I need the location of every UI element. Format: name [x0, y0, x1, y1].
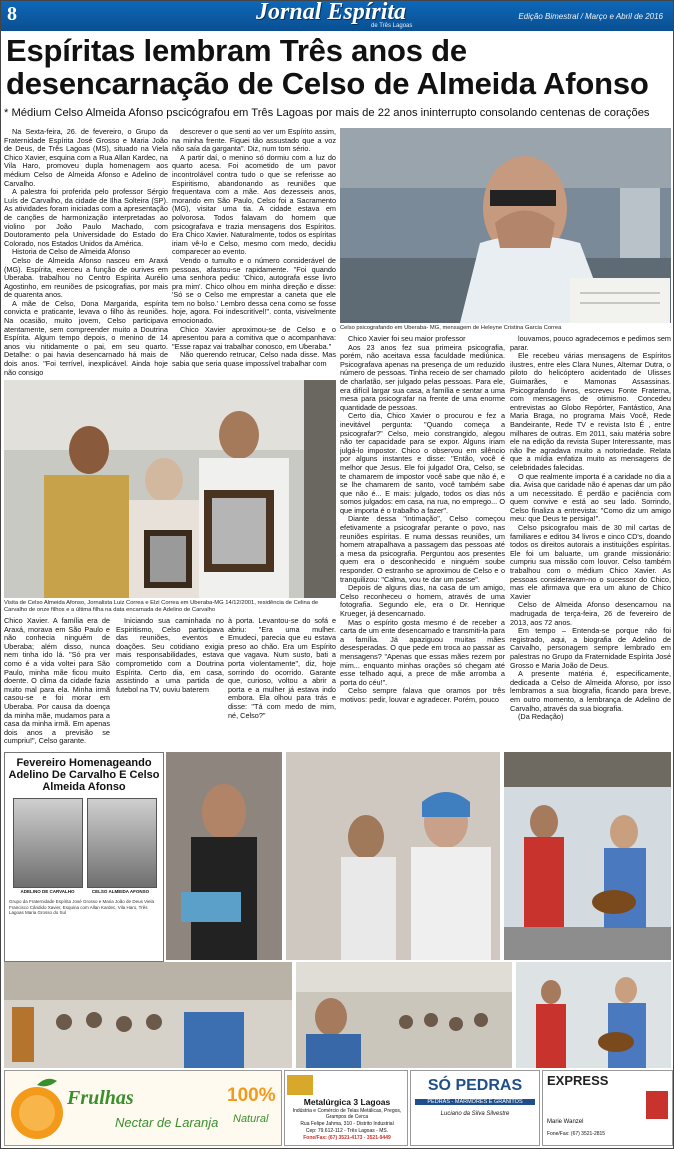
paragraph: Não querendo retrucar, Celso nada disse. Mas sabia que seria quase impossível trabalhar com — [172, 350, 336, 369]
paragraph: louvamos, pouco agradecemos e pedimos sem parar. — [510, 335, 671, 352]
article-col-2 — [172, 128, 336, 378]
photo-caption: Visita de Celso Almeida Afonso, Jornalista Luiz Correa e Elzi Correa em Uberaba-MG 14/12/2001, residência de Celina de Carvalho de onze filhos e a última filha na data encarnada de Adelino de Carvalho — [4, 600, 319, 613]
event-photo-musicians — [516, 962, 671, 1068]
ad-sopedras — [410, 1070, 540, 1146]
edition-date: Edição Bimestral / Março e Abril de 2016 — [518, 12, 663, 21]
celso-portrait — [87, 798, 157, 888]
paragraph: Diante dessa "intimação", Celso começou efetivamente a psicografar perante o povo, nas reuniões espíritas. E numa dessas reuniões, um homem atrapalhava a passagem das pessoas até a mesa da psicografia. Perguntou aos presentes quem era o desconhecido e ninguém soube responder. O estranho se aproximou de Celso e o tranquilizou: "Calma, vou te dar um passe". — [340, 514, 505, 584]
paragraph: A presente matéria é, especificamente, dedicada a Celso de Almeida Afonso, por isso lembramos a sua biografia, ficando para breve, em outro momento, a lembrança de Adelino de Carvalho, através da sua biografia. — [510, 669, 671, 713]
paragraph: Celso psicografou mais de 30 mil cartas de familiares e editou 34 livros e cinco CD's, doando todos os direitos autorais a instituições espíritas. Ele foi um baluarte, um grande missionário: cumpriu sua missão com louvor. Celso também trabalhou com o médium Chico Xavier. As pessoas consideravam-no o sucessor do Chico, mas ele afirmava que era um aluno de Chico Xavier — [510, 523, 671, 601]
family-visit-photo — [4, 380, 336, 598]
photo-illustration — [4, 380, 336, 598]
event-photo-room — [4, 962, 292, 1068]
ad-brand: EXPRESS — [547, 1073, 609, 1088]
ad-owner: Luciano da Silva Silvestre — [440, 1111, 510, 1117]
headline: Espíritas lembram Três anos de desencarnação de Celso de Almeida Afonso — [6, 33, 649, 101]
event-photo-violinist — [504, 752, 671, 960]
subhead: * Médium Celso Almeida Afonso pscicógrafou em Três Lagoas por mais de 22 anos ininterrupto consolando centenas de corações — [4, 107, 650, 119]
masthead: Jornal Espírita — [256, 0, 407, 25]
ad-slogan: Nectar de Laranja — [115, 1115, 219, 1130]
celso-psychography-photo — [340, 128, 671, 323]
ad-badge: 100% — [227, 1085, 276, 1106]
ad-badge-sub: Natural — [233, 1113, 269, 1125]
paragraph: Na Sexta-feira, 26. de fevereiro, o Grupo da Fraternidade Espírita José Grosso e Maria João de Deus, de Três Lagoas (MS), situado na Viela Chico Xavier, esquina com a Rua Allan Kardec, na Vila Haro, promoveu dupla homenagem aos médium Celso de Almeida Afonso e Adelino de Carvalho. — [4, 128, 168, 188]
ad-brand: Metalúrgica 3 Lagoas — [303, 1097, 391, 1107]
article-col-1 — [4, 128, 168, 376]
tribute-title: Fevereiro Homenageando Adelino De Carvalho E Celso Almeida Afonso — [8, 757, 160, 793]
paragraph: Celso de Almeida Afonso desencarnou na madrugada de terça-feira, 26 de fevereiro de 2013, aos 72 anos. — [510, 600, 671, 627]
ad-metalurgica — [284, 1070, 408, 1146]
event-photo-audience — [286, 752, 500, 960]
paragraph: Ele recebeu várias mensagens de Espíritos ilustres, entre eles Clara Nunes, Altemar Dutra, o piloto do helicóptero acidentado de Ulisses Guimarães, e Mamonas Assassinas. Psicografando livros, escreveu Fonte Fraterna, com mensagens de otimismo. Concedeu entrevistas ao Globo Repórter, Fantástico, Ana Maria Braga, no programa Mais Você, Rede Bandeirante, Rede TV e revista Isto É , entre milhares de outras. Em 2011, saiu matéria sobre ele na edição da revista Super Interessante, mas não lhe agradava muito a notoriedade. Relata que a mídia enfatiza muito as mensagens de celebridades falecidas. — [510, 351, 671, 472]
photo-illustration — [340, 128, 671, 323]
paragraph: Chico Xavier. A família era de Araxá, morava em São Paulo e não conhecia ninguém de Uberaba; além disso, nunca nem tinha ido lá. "Só pra ver como é a vida voltei para São Paulo, minha mãe ficou muito doente. O clima da cidade fazia muito mal para ela. Minha irmã casou-se e foi morar em Uberaba. Por causa da doença da minha mãe, mudamos para a casa da minha irmã. Em apenas dois anos a previsão se cumpriu!", Celso garante. — [4, 617, 110, 746]
paragraph: Iniciando sua caminhada no Espiritismo, Celso participava das reuniões, eventos e doações. Seu cotidiano exigia mais responsabilidades, estava comprometido com a Doutrina Espírita. Certo dia, em casa, assistindo a uma partida de futebol na TV, ouviu baterem — [116, 617, 224, 694]
article-col-7 — [228, 617, 336, 749]
paragraph: Vendo o tumulto e o número considerável de pessoas, afastou-se rapidamente. "Foi quando uma senhora pediu: 'Chico, autografa esse livro pra mim'. Chico olhou em minha direção e disse: 'Só se o Celso me emprestar a caneta que ele tem no bolso.' Lembro dessa cena como se fosse hoje, agora. Foi indescritível!". conta, visivelmente emocionado. — [172, 255, 336, 326]
paragraph: descrever o que senti ao ver um Espírito assim, na minha frente. Fiquei tão assustado que a voz não saía da garganta". Diz, num tom sério. — [172, 128, 336, 154]
ad-address: Rua Felipe Jahma, 310 - Distrito Industrial — [300, 1121, 394, 1127]
section-heading: Historia de Celso de Almeida Afonso — [12, 247, 131, 257]
byline: (Da Redação) — [518, 712, 564, 722]
paragraph: Certo dia, Chico Xavier o procurou e fez a inevitável pergunta: "Quando começa a psicografar?" Celso, meio constrangido, alegou não ter capacidade para se expor. Alguns iriam julgá-lo impostor. Chico o observou em silêncio por alguns instantes e disse: "Então, você é melhor que Jesus. Ele foi julgado! Ora, Celso, se te chamarem de impostor você sabe que não é, e se lhe chamarem de santo, você também sabe que não é... E mais: julgado, todos os dias nós somos julgados: em casa, na rua, no emprego... O que importa é o trabalho a fazer". — [340, 411, 505, 515]
paragraph: Celso sempre falava que oramos por três motivos: pedir, louvar e agradecer. Porém, pouco — [340, 686, 505, 704]
ad-frutas — [4, 1070, 282, 1146]
article-col-5 — [4, 617, 110, 749]
ad-phone: Fone/Fax: (67) 3521-4173 - 3521-9449 — [303, 1135, 391, 1141]
portrait-label: ADELINO DE CARVALHO — [20, 889, 75, 894]
paragraph: A mãe de Celso, Dona Margarida, espírita convicta e praticante, levava o filho às reuniões. Na ocasião, muito jovem, Celso participava atentamente, sem compreender muito a Doutrina Espírita. Algum tempo depois, o menino de 14 anos viu nitidamente o pai, em seu quarto. Detalhe: o pai havia desencarnado há mais de dois anos. "Foi terrível, inexplicável. Ainda hoje não consigo — [4, 298, 168, 376]
tribute-caption: Grupo da Fraternidade Espírita José Grosso e Maria João de Deus Viela Francisco Cândido Xavier, Esquina com Allan Kardec, Vila Haro, Três Lagoas Maria Grosso do Sul — [9, 899, 154, 915]
masthead-sub: de Três Lagoas — [371, 23, 413, 29]
section-heading: Chico Xavier foi seu maior professor — [348, 335, 466, 343]
event-photo-speaker — [296, 962, 512, 1068]
ad-brand: Frulhas — [67, 1087, 134, 1109]
header-bar — [1, 1, 673, 31]
ad-person: Marie Wanzel — [547, 1119, 584, 1125]
article-col-3 — [340, 335, 505, 747]
ad-express — [542, 1070, 673, 1146]
paragraph: O que realmente importa é a caridade no dia a dia. Avisa que caridade não é apenas dar um pão a um necessitado. É perdão e paciência com quem convive e está ao seu lado. Sorrindo, Celso finaliza a entrevista: "Como diz um amigo meu: que Deus te persiga!". — [510, 471, 671, 524]
paragraph: A partir daí, o menino só dormiu com a luz do quarto acesa. Foi acometido de um pavor incontrolável contra tudo o que se referisse ao Espiritismo, abandonando as reuniões que frequentava com a mãe. Aos dezesseis anos, morando em São Paulo, Celso foi a Sacramento (MG), visitar uma tia. A cidade estava em polvorosa. Todos falavam do homem que psicografava e trazia mensagens dos Espíritos. Era Chico Xavier. Naturalmente, todos os espíritas iriam vê-lo e Celso, mesmo com medo, decidiu comparecer ao evento. — [172, 152, 336, 257]
ad-cep: Cep: 79.612-112 - Três Lagoas - MS. — [305, 1128, 389, 1134]
paragraph: A palestra foi proferida pelo professor Sérgio Luís de Carvalho, da cidade de Ilha Solteira (SP). As atividades foram iniciadas com a apresentação de canções de harmonização interpretadas ao violino por João Paulo Machado, com Doutoramento pela Universidade do Estado do Colorado, nos Estados Unidos da América. — [4, 187, 168, 248]
article-col-4 — [510, 335, 671, 747]
express-logo-icon — [646, 1091, 668, 1119]
ad-phone: Fone/Fax: (67) 3521-2815 — [547, 1131, 606, 1137]
ad-desc: Indústria e Comércio de Telas Metálicas, Pregos, Grampos de Cerca — [292, 1108, 402, 1120]
photo-caption: Celso psicografando em Uberaba- MG, mensagem de Heleyne Cristina Garcia Correa — [340, 325, 562, 331]
paragraph: Aos 23 anos fez sua primeira psicografia, porém, não aceitava essa faculdade mediúnica. Psicografava apenas na presença de um reduzido número de pessoas. Tinha receio de ser chamado de charlatão, ser julgado pelas pessoas. Para ele, era difícil largar sua casa, a família e sentar a uma mesa para psicografar na frente de uma enorme quantidade de pessoas. — [340, 342, 505, 412]
paragraph: Celso de Almeida Afonso nasceu em Araxá (MG). Espírita, exerceu a função de ourives em Uberaba. trabalhou no Centro Espírita Aurélio Agostinho, em reuniões de psicografias, por mais de quarenta anos. — [4, 255, 168, 300]
event-photo-reader — [166, 752, 282, 960]
paragraph: à porta. Levantou-se do sofá e abriu: "Era uma mulher. Emudeci, parecia que eu estava preso ao chão. Era um Espírito que vagava. Num susto, bati a porta violentamente", diz, hoje sorrindo do ocorrido. Garante que, curioso, voltou a abrir a porta e a mulher já estava indo embora. Ela olhou para trás e disse: "Tá com medo de mim, né, Celso?" — [228, 617, 336, 720]
paragraph: Chico Xavier aproximou-se de Celso e o apresentou para a comitiva que o acompanhava: "Esse rapaz vai trabalhar conosco, em Uberaba." — [172, 324, 336, 351]
page-number: 8 — [7, 3, 17, 25]
paragraph: Em tempo – Entenda-se porque não foi registrado, aqui, a biografia de Adelino de Carvalho, personagem sempre lembrado em palestras no Grupo da Fraternidade Espírita José Grosso e Maria João de Deus. — [510, 626, 671, 670]
paragraph: Mas o espírito gosta mesmo é de receber a carta de um ente desencarnado e transmiti-la para a família. Já apaziguou muitas mães desesperadas. O que pede em troca ao passar as mensagens? "Apenas que essas mães rezem por mim... enquanto minhas orações só chegam até esse telhado aqui, a prece de mãe arromba a porta do céu!". — [340, 617, 505, 687]
tribute-box — [4, 752, 164, 962]
paragraph: Depois de alguns dias, na casa de um amigo, Celso reconheceu o homem, através de uma fotografia. Segundo ele, era o Dr. Henrique Krueger, já desencarnado. — [340, 583, 505, 618]
article-col-6 — [116, 617, 224, 749]
ad-desc: PEDRAS - MÁRMORES E GRANITOS — [415, 1099, 535, 1105]
ad-brand: SÓ PEDRAS — [427, 1077, 523, 1094]
portrait-label: CELSO ALMEIDA AFONSO — [91, 889, 150, 894]
adelino-portrait — [13, 798, 83, 888]
metal-logo-icon — [287, 1075, 313, 1095]
